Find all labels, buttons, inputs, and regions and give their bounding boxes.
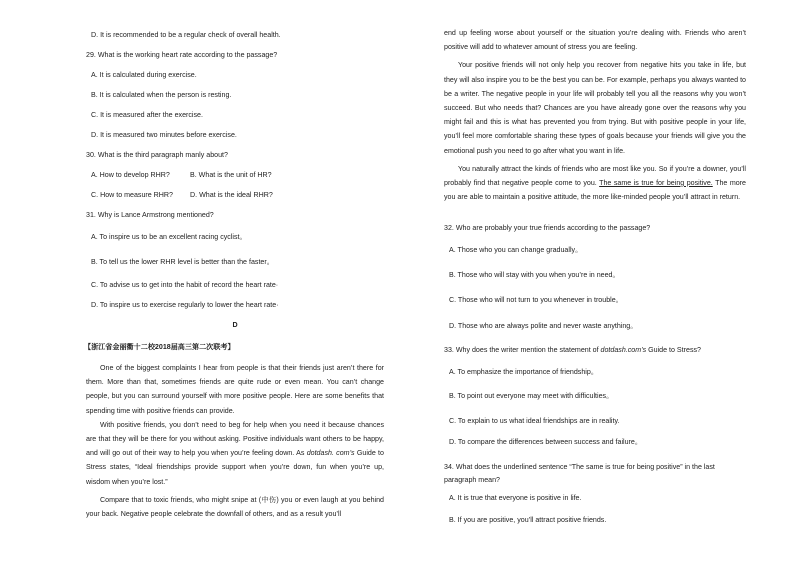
q29-option-a: A. It is calculated during exercise.: [91, 71, 197, 79]
q33-option-a: A. To emphasize the importance of friendship。: [449, 368, 598, 376]
q34-option-a: A. It is true that everyone is positive in life.: [449, 494, 582, 502]
q31-stem: 31. Why is Lance Armstrong mentioned?: [86, 211, 214, 219]
passage-body-left: [86, 361, 384, 521]
q32-option-b: B. Those who will stay with you when you’re in need。: [449, 271, 620, 279]
q34-option-b: B. If you are positive, you’ll attract positive friends.: [449, 516, 607, 524]
passage-body-right: [444, 26, 746, 204]
paragraph-1: One of the biggest complaints I hear from people is that their friends just aren’t there for them. More than that, sometimes friends are quite rude or even mean. You can’t change people, but you can surround yourself with more positive people. Here are some benefits that spending time with positive friends can provide.: [86, 364, 384, 415]
q33-option-d: D. To compare the differences between success and failure。: [449, 438, 642, 446]
q28-option-d: D. It is recommended to be a regular check of overall health.: [91, 31, 281, 39]
paragraph-2: With positive friends, you don’t need to beg for help when you need it because chances are that they will be there for you without asking. Positive individuals want others to be happy, and will go out of their way to help you when you’re feeling down. As dotdash. com’s Guide to Stress states, “Ideal friendships provide support when you’re down, fun when you’re up, wisdom when you’re lost.”: [86, 420, 384, 486]
q31-option-c: C. To advise us to get into the habit of record the heart rate·: [91, 281, 279, 289]
q29-option-d: D. It is measured two minutes before exercise.: [91, 131, 237, 139]
underlined-sentence: The same is true for being positive.: [599, 178, 713, 187]
paragraph-3: Compare that to toxic friends, who might snipe at (中伤) you or even laugh at you behind your back. Negative people celebrate the downfall of others, and as a result you’ll: [86, 495, 384, 518]
passage-source: 【浙江省金丽衢十二校2018届高三第二次联考】: [84, 343, 235, 351]
q30-option-a: A. How to develop RHR?: [91, 171, 170, 179]
paragraph-5: You naturally attract the kinds of friends who are most like you. So if you’re a downer, you’ll probably find that negative people come to you. The same is true for being positive. The more you are able to maintain a positive attitude, the more like-minded people you’ll attract in return.: [444, 164, 746, 202]
q29-option-b: B. It is calculated when the person is resting.: [91, 91, 232, 99]
q29-stem: 29. What is the working heart rate according to the passage?: [86, 51, 278, 59]
q33-option-c: C. To explain to us what ideal friendships are in reality.: [449, 417, 620, 425]
q32-stem: 32. Who are probably your true friends according to the passage?: [444, 224, 651, 232]
q30-option-b: B. What is the unit of HR?: [190, 171, 272, 179]
q29-option-c: C. It is measured after the exercise.: [91, 111, 203, 119]
q32-option-c: C. Those who will not turn to you whenever in trouble。: [449, 296, 623, 304]
q30-option-d: D. What is the ideal RHR?: [190, 191, 273, 199]
paragraph-4: Your positive friends will not only help you recover from negative hits you take in life, but they will also inspire you to be the best you can be. For example, perhaps you always wanted to be a writer. The negative people in your life will probably tell you all the reasons why you won’t succeed. But who needs that? Chances are you have already gone over the reasons why you might fail and this is what has prevented you from trying. But with positive people in your life, you’ll feel more comfortable sharing these types of goals because your friends will give you the emotional push you need to go after what you want in life.: [444, 61, 746, 155]
paragraph-3-continued: end up feeling worse about yourself or the situation you’re dealing with. Friends who aren’t positive will add to whatever amount of stress you are feeling.: [444, 29, 746, 52]
q32-option-a: A. Those who you can change gradually。: [449, 246, 583, 254]
q30-stem: 30. What is the third paragraph manly about?: [86, 151, 228, 159]
dotdash-site: dotdash. com’s: [306, 449, 355, 458]
q31-option-b: B. To tell us the lower RHR level is better than the faster。: [91, 258, 274, 266]
q30-option-c: C. How to measure RHR?: [91, 191, 173, 199]
q31-option-d: D. To inspire us to exercise regularly to lower the heart rate·: [91, 301, 279, 309]
q33-option-b: B. To point out everyone may meet with difficulties。: [449, 392, 614, 400]
q34-stem-line1: 34. What does the underlined sentence “The same is true for being positive” in the last: [444, 463, 715, 471]
dotdash-site-q33: dotdash.com’s: [600, 346, 647, 354]
q34-stem-line2: paragraph mean?: [444, 476, 501, 484]
q31-option-a: A. To inspire us to be an excellent racing cyclist。: [91, 233, 247, 241]
q33-stem: 33. Why does the writer mention the statement of dotdash.com’s Guide to Stress?: [444, 346, 701, 354]
q32-option-d: D. Those who are always polite and never waste anything。: [449, 322, 638, 330]
section-letter: D: [232, 321, 238, 329]
